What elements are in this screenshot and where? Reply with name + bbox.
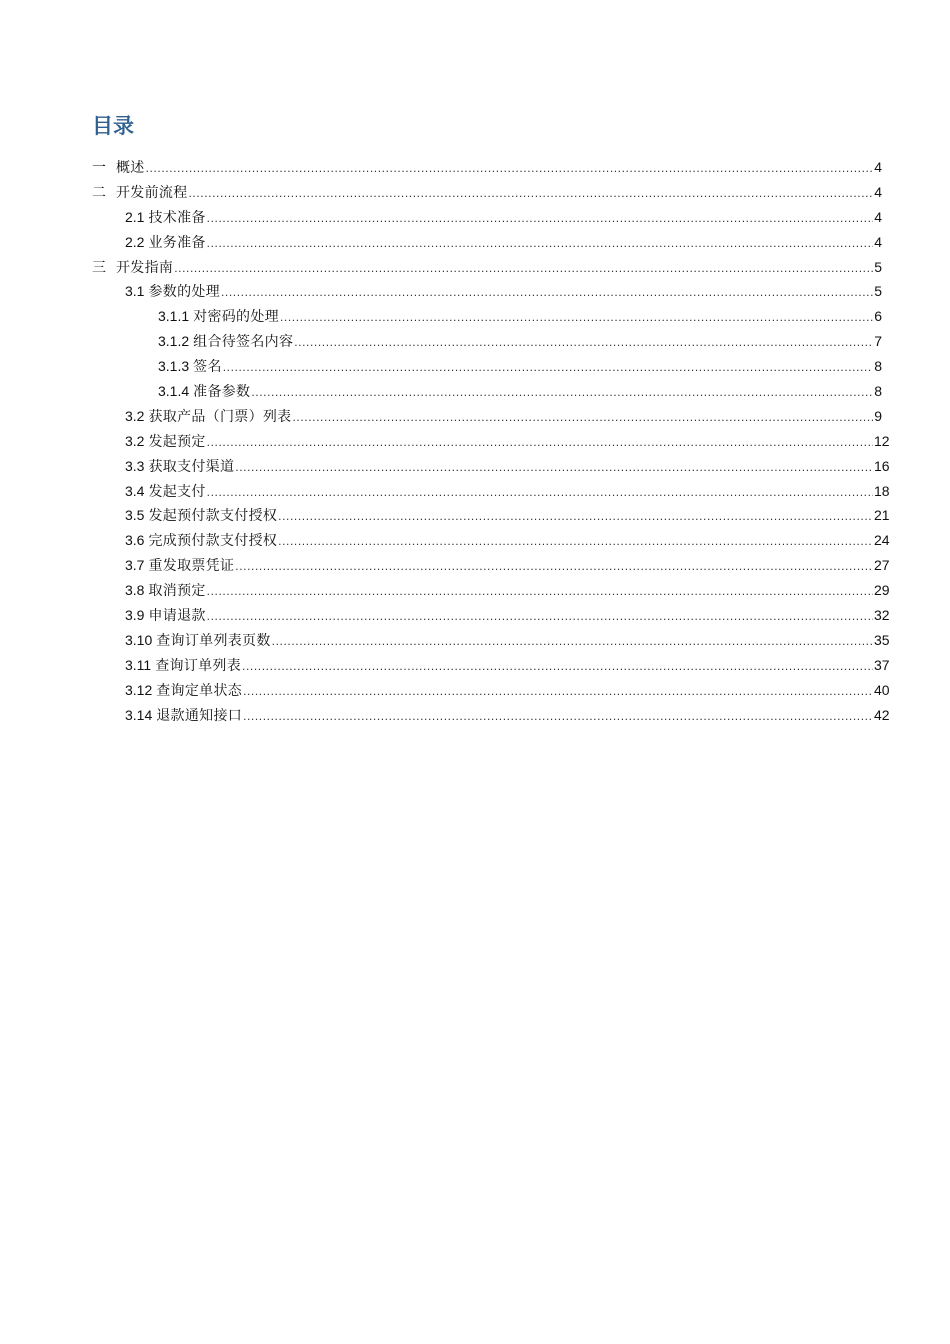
- toc-entry-page-number: 12: [874, 432, 890, 449]
- toc-entry-label: 技术准备: [148, 209, 206, 226]
- toc-dot-leader: [278, 529, 873, 554]
- toc-entry-number: 3.8: [125, 582, 145, 599]
- toc-entry[interactable]: [92, 553, 890, 578]
- toc-entry-label: 发起支付: [148, 483, 206, 500]
- toc-entry[interactable]: [92, 703, 890, 728]
- toc-dot-leader: [207, 604, 873, 629]
- toc-entry-label: 组合待签名内容: [193, 334, 294, 351]
- toc-entry[interactable]: [92, 454, 890, 479]
- toc-entry-number: 3.10: [125, 631, 153, 648]
- toc-entry[interactable]: [92, 255, 882, 280]
- toc-entry-label: 发起预付款支付授权: [148, 508, 278, 525]
- toc-entry-number: 3.4: [125, 482, 145, 499]
- toc-entry[interactable]: [92, 304, 882, 329]
- toc-entry-page-number: 21: [874, 507, 890, 524]
- toc-dot-leader: [207, 579, 873, 604]
- toc-entry-page-number: 6: [874, 308, 882, 325]
- toc-entry-page-number: 32: [874, 607, 890, 624]
- toc-entry-number: 3.3: [125, 457, 145, 474]
- toc-entry-label: 准备参数: [193, 384, 251, 401]
- toc-entry-label: 申请退款: [148, 608, 206, 625]
- toc-entry-number: 3.1.4: [158, 383, 190, 400]
- toc-dot-leader: [243, 704, 873, 729]
- toc-dot-leader: [235, 455, 873, 480]
- toc-entry-number: 3.6: [125, 532, 145, 549]
- toc-entry[interactable]: [92, 653, 890, 678]
- toc-entry[interactable]: [92, 603, 890, 628]
- toc-entry-page-number: 29: [874, 582, 890, 599]
- toc-dot-leader: [207, 480, 873, 505]
- toc-entry-page-number: 5: [874, 283, 882, 300]
- toc-entry[interactable]: [92, 354, 882, 379]
- toc-entry[interactable]: [92, 578, 890, 603]
- toc-dot-leader: [207, 206, 873, 231]
- toc-entry-number: 3.7: [125, 557, 145, 574]
- toc-dot-leader: [243, 679, 873, 704]
- toc-entry-number: 3.1.1: [158, 308, 190, 325]
- toc-entry-label: 查询定单状态: [156, 682, 243, 699]
- toc-dot-leader: [207, 430, 873, 455]
- toc-entry-page-number: 18: [874, 482, 890, 499]
- toc-entry[interactable]: [92, 279, 882, 304]
- toc-entry-page-number: 40: [874, 681, 890, 698]
- toc-dot-leader: [251, 380, 873, 405]
- toc-entry[interactable]: [92, 503, 890, 528]
- toc-entry-page-number: 24: [874, 532, 890, 549]
- toc-entry[interactable]: [92, 404, 882, 429]
- toc-entry-number: 三: [92, 259, 106, 276]
- toc-entry-page-number: 37: [874, 656, 890, 673]
- toc-entry-number: 3.9: [125, 607, 145, 624]
- toc-entry-number: 一: [92, 160, 106, 176]
- toc-entry-number: 3.1.3: [158, 358, 190, 375]
- toc-entry-label: 查询订单列表页数: [156, 632, 271, 649]
- toc-entry-page-number: 35: [874, 631, 890, 648]
- toc-entry-page-number: 8: [874, 358, 882, 375]
- toc-dot-leader: [294, 330, 873, 355]
- toc-entry-page-number: 4: [874, 208, 882, 225]
- toc-entry-number: 3.2: [125, 432, 145, 449]
- toc-dot-leader: [272, 629, 873, 654]
- toc-entry-page-number: 9: [874, 407, 882, 424]
- toc-entry-number: 3.12: [125, 681, 153, 698]
- toc-entry-number: 二: [92, 184, 106, 201]
- toc-entry-label: 获取支付渠道: [148, 458, 235, 475]
- toc-entry-label: 查询订单列表: [155, 657, 242, 674]
- toc-entry-label: 重发取票凭证: [148, 558, 235, 575]
- toc-entry-number: 3.11: [125, 656, 152, 673]
- toc-title: 目录: [92, 114, 134, 138]
- toc-entry-label: 对密码的处理: [193, 309, 279, 326]
- toc-entry-page-number: 4: [874, 183, 882, 200]
- toc-entry[interactable]: [92, 429, 890, 454]
- toc-entry-number: 3.1: [125, 283, 145, 300]
- toc-dot-leader: [235, 554, 873, 579]
- toc-entry-label: 退款通知接口: [156, 707, 243, 724]
- toc-entry-label: 业务准备: [148, 234, 206, 251]
- toc-entry-label: 取消预定: [148, 583, 206, 600]
- toc-entry[interactable]: [92, 329, 882, 354]
- toc-dot-leader: [174, 256, 873, 281]
- toc-entry-page-number: 7: [874, 333, 882, 350]
- toc-entry[interactable]: [92, 628, 890, 653]
- toc-entry[interactable]: [92, 678, 890, 703]
- toc-entry-label: 开发指南: [116, 259, 174, 276]
- toc-dot-leader: [189, 181, 874, 206]
- toc-entry-page-number: 8: [874, 383, 882, 400]
- toc-entry[interactable]: [92, 205, 882, 230]
- toc-entry-number: 3.2: [125, 407, 145, 424]
- toc-entry[interactable]: [92, 528, 890, 553]
- toc-entry[interactable]: [92, 479, 890, 504]
- toc-entry-number: 2.2: [125, 233, 145, 250]
- toc-entry[interactable]: [92, 230, 882, 255]
- toc-entry-label: 参数的处理: [148, 284, 220, 301]
- toc-dot-leader: [223, 355, 873, 380]
- toc-dot-leader: [280, 305, 873, 330]
- toc-entry-number: 3.5: [125, 507, 145, 524]
- toc-dot-leader: [221, 280, 873, 305]
- toc-dot-leader: [278, 504, 873, 529]
- toc-entry-number: 3.14: [125, 706, 153, 723]
- toc-dot-leader: [242, 654, 873, 679]
- toc-entry-number: 2.1: [125, 208, 145, 225]
- toc-entry-page-number: 5: [874, 258, 882, 275]
- toc-dot-leader: [207, 231, 873, 256]
- toc-entry-label: 开发前流程: [116, 184, 188, 201]
- toc-entry-page-number: 42: [874, 706, 890, 723]
- toc-dot-leader: [146, 156, 873, 181]
- toc-entry-page-number: 4: [874, 233, 882, 250]
- toc-entry-page-number: 4: [874, 159, 882, 175]
- toc-entry-label: 获取产品（门票）列表: [148, 408, 292, 425]
- toc-entry[interactable]: [92, 180, 882, 205]
- toc-entry[interactable]: [92, 155, 882, 180]
- toc-entry[interactable]: [92, 379, 882, 404]
- toc-entry-number: 3.1.2: [158, 333, 190, 350]
- toc-entry-page-number: 16: [874, 457, 890, 474]
- toc-entry-label: 概述: [116, 160, 145, 176]
- toc-entry-page-number: 27: [874, 557, 890, 574]
- toc-entry-label: 完成预付款支付授权: [148, 533, 278, 550]
- toc-entry-label: 签名: [193, 359, 222, 376]
- toc-dot-leader: [292, 405, 873, 430]
- table-of-contents: [92, 155, 890, 727]
- toc-entry-label: 发起预定: [148, 433, 206, 450]
